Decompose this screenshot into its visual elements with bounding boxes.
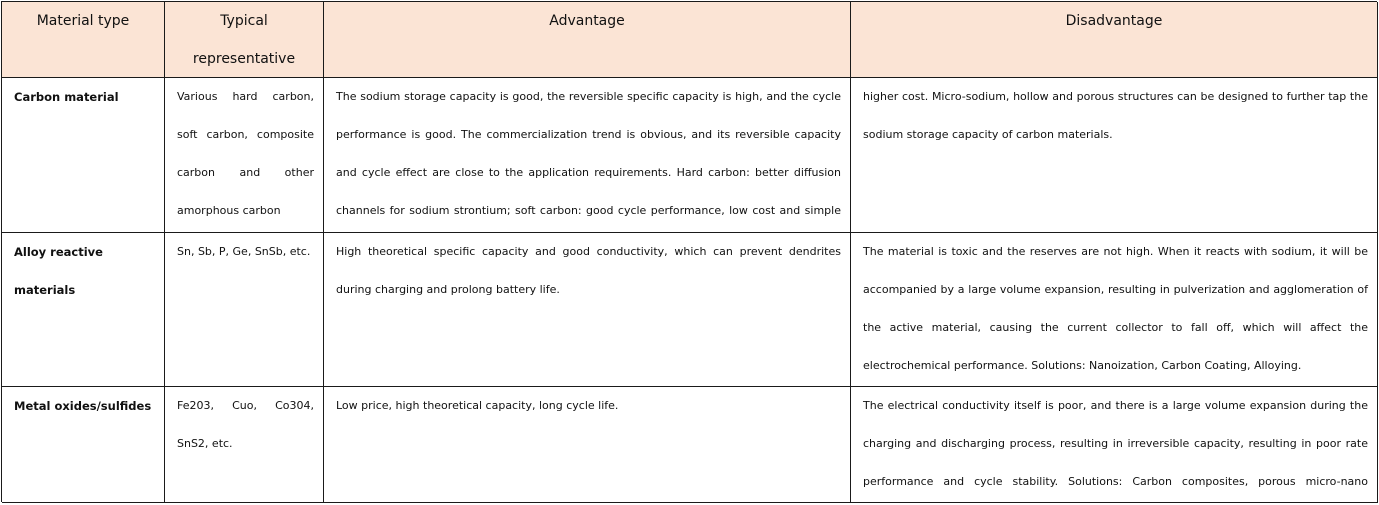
row-2-material-type: Alloy reactive materials bbox=[2, 233, 165, 387]
header-material-type: Material type bbox=[2, 2, 165, 78]
row-3-advantage: Low price, high theoretical capacity, long cycle life. bbox=[324, 387, 851, 503]
comparison-table bbox=[1, 1, 1377, 502]
row-1-material-type: Carbon material bbox=[2, 78, 165, 233]
row-3-material-type: Metal oxides/sulfides bbox=[2, 387, 165, 503]
row-1-advantage: The sodium storage capacity is good, the reversible specific capacity is high, and the cycle performance is good. The commercialization trend is obvious, and its reversible capacity and cycle effect are close to the application requirements. Hard carbon: better diffusion channels for sodium strontium; soft carbon: good cycle performance, low cost and simple bbox=[324, 78, 851, 233]
row-2-disadvantage: The material is toxic and the reserves are not high. When it reacts with sodium, it will be accompanied by a large volume expansion, resulting in pulverization and agglomeration of the active material, causing the current collector to fall off, which will affect the electrochemical performance. Solutions: Nanoization, Carbon Coating, Alloying. bbox=[851, 233, 1378, 387]
row-2-representative: Sn, Sb, P, Ge, SnSb, etc. bbox=[165, 233, 324, 387]
header-disadvantage: Disadvantage bbox=[851, 2, 1378, 78]
row-1-representative: Various hard carbon, soft carbon, composite carbon and other amorphous carbon bbox=[165, 78, 324, 233]
header-advantage: Advantage bbox=[324, 2, 851, 78]
header-typical-representative: Typical representative bbox=[165, 2, 324, 78]
row-3-disadvantage: The electrical conductivity itself is poor, and there is a large volume expansion during the charging and discharging process, resulting in irreversible capacity, resulting in poor rate performance and cycle stability. Solutions: Carbon composites, porous micro-nano bbox=[851, 387, 1378, 503]
row-2-advantage: High theoretical specific capacity and good conductivity, which can prevent dendrites during charging and prolong battery life. bbox=[324, 233, 851, 387]
row-3-representative: Fe203, Cuo, Co304, SnS2, etc. bbox=[165, 387, 324, 503]
row-1-disadvantage: higher cost. Micro-sodium, hollow and porous structures can be designed to further tap the sodium storage capacity of carbon materials. bbox=[851, 78, 1378, 233]
